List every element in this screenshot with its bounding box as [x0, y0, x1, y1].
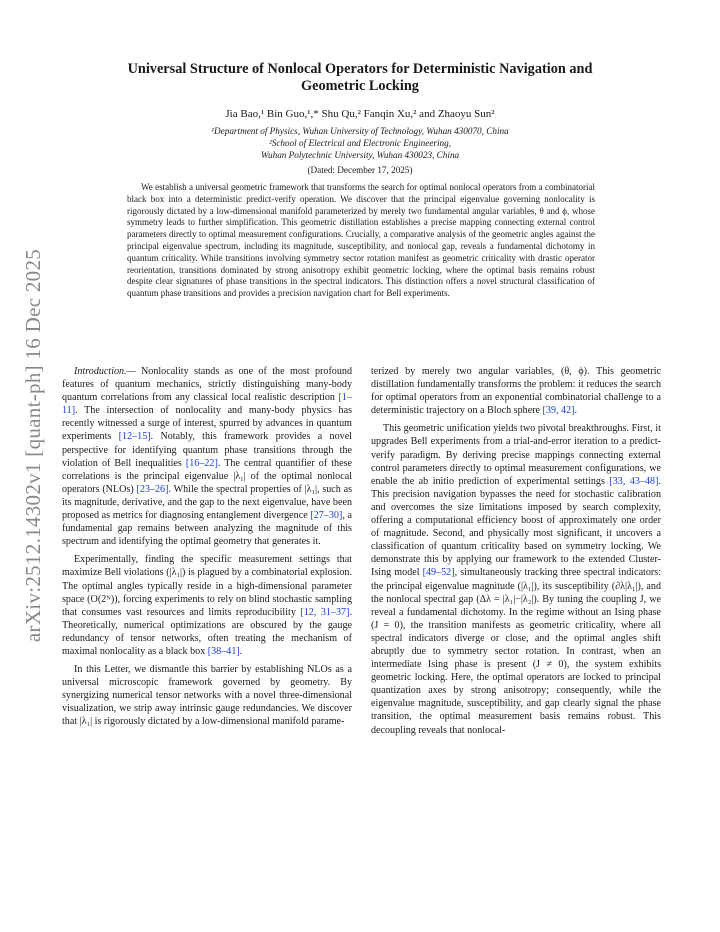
body-text: In this Letter, we dismantle this barrier by establishing NLOs as a universal microscopic framework governed by geometry. By synergizing numerical tensor networks with a novel three-dimensional visualization, we strip away intrinsic gauge redundancies. We discover that |λ₁| is rigorously dictated by a low-dimensional manifold parame-	[62, 664, 352, 728]
dated-line: (Dated: December 17, 2025)	[307, 165, 413, 175]
section-runin-introduction: Introduction.—	[74, 366, 136, 377]
affiliation-2: ²School of Electrical and Electronic Engineering,	[268, 138, 452, 148]
citation-link[interactable]: [27–30]	[310, 510, 343, 522]
citation-link[interactable]: [38–41]	[207, 645, 240, 657]
body-text: Experimentally, finding the specific measurement settings that maximize Bell violations (|λ₁|) is plagued by a combinatorial explosion. The optimal angles typically reside in a high-dimensional parameter space (O(2ᴺ)), forcing experiments to rely on blind stochastic sampling that consumes vast resources and limits reproducibility	[62, 554, 352, 618]
citation-link[interactable]: [33, 43–48]	[609, 475, 659, 487]
left-column	[62, 365, 352, 731]
citation-link[interactable]: [39, 42]	[542, 405, 575, 417]
citation-link[interactable]: [12, 31–37]	[300, 606, 350, 618]
body-text: terized by merely two angular variables, (θ, ϕ). This geometric distillation fundamentally transforms the problem: it reduces the search for optimal operators from an exponential combinatorial challenge to a deterministic trajectory on a Bloch sphere	[371, 366, 661, 417]
citation-link[interactable]: [16–22]	[185, 457, 218, 469]
body-text: . The intersection of nonlocality and many-body physics has recently witnessed a surge of interest, spurred by advances in quantum experiments	[62, 405, 352, 443]
arxiv-identifier-text[interactable]: arXiv:2512.14302v1 [quant-ph] 16 Dec 2025	[21, 248, 46, 642]
body-text: .	[574, 405, 578, 417]
citation-link[interactable]: [12–15]	[118, 431, 151, 443]
body-text: , a fundamental gap remains between analyzing the magnitude of this spectrum and identifying the optimal geometry that generates it.	[62, 510, 352, 548]
body-text: . This precision navigation bypasses the need for stochastic calibration and overcomes the size limitations imposed by search complexity, offering a computational efficiency boost of approximately one order of magnitude. Second, and physically most significant, it uncovers a classification of quantum criticality based on symmetry locking. We demonstrate this by applying our framework to the extended Cluster-Ising model	[371, 475, 661, 579]
right-column	[371, 365, 661, 739]
affiliation-1: ¹Department of Physics, Wuhan University of Technology, Wuhan 430070, China	[211, 126, 509, 136]
body-text: , simultaneously tracking three spectral indicators: the principal eigenvalue magnitude (|λ₁|), its susceptibility (∂λ|λ₁|), and the nonlocal spectral gap (Δλ = |λ₁|−|λ₂|). By tuning the coupling J, we reveal a fundamental dichotomy. In the regime without an Ising phase (J = 0), the transition manifests as geometric criticality, where all spectral indicators diverge or close, and the optimal angles shift abruptly due to symmetry sector rotation. In contrast, when an intermediate Ising phase is present (J ≠ 0), the system exhibits geometric locking. Here, the optimal operators are locked to principal quantization axes by strong anisotropy; consequently, while the eigenvalue magnitude, susceptibility, and gap clearly signal the phase transition, the optimal measurement basis remains robust. This decoupling reveals that nonlocal-	[371, 567, 661, 736]
intro-paragraph-3	[62, 663, 352, 728]
author-list: Jia Bao,¹ Bin Guo,¹,* Shu Qu,² Fanqin Xu,² and Zhaoyu Sun²	[225, 108, 495, 120]
citation-link[interactable]: [23–26]	[136, 483, 169, 495]
body-text: . While the spectral properties of |λ₁|, such as its magnitude, derivative, and the gap to the next eigenvalue, have been proposed as metrics for diagnosing entanglement divergence	[62, 483, 352, 522]
arxiv-identifier	[16, 210, 52, 680]
body-text: Nonlocality stands as one of the most profound features of quantum mechanics, strictly distinguishing many-body quantum correlations from any classical local realistic description	[62, 366, 352, 404]
affiliation-3: Wuhan Polytechnic University, Wuhan 430023, China	[260, 150, 460, 160]
body-text: . Notably, this framework provides a novel perspective for identifying quantum phase transitions through the violation of Bell inequalities	[62, 431, 352, 469]
body-text: This geometric unification yields two pivotal breakthroughs. First, it upgrades Bell experiments from a trial-and-error iteration to a predict-verify paradigm. By deriving precise mappings connecting external control parameters directly to optimal measurement configurations, we enable the ab initio prediction of experimental settings	[371, 423, 661, 487]
title-line-2: Geometric Locking	[301, 78, 419, 94]
paper-title	[80, 61, 640, 95]
intro-paragraph-1	[62, 365, 352, 548]
body-text: . Theoretically, numerical optimizations are obscured by the gauge redundancy of tensor networks, often treating the mechanism of maximal nonlocality as a black box	[62, 606, 352, 657]
abstract: We establish a universal geometric framework that transforms the search for optimal nonlocal operators from a combinatorial black box into a deterministic predict-verify operation. We discover that the principal eigenvalue governing nonlocality is rigorously dictated by a low-dimensional manifold parameterized by merely two fundamental angular variables, θ and ϕ, whose symmetry leads to further simplification. This geometric distillation establishes a precise mapping connecting external control parameters directly to optimal measurement configurations. Crucially, a comparative analysis of the geometric angles against the principal eigenvalue spectrum, including its magnitude, susceptibility, and nonlocal gap, reveals a fundamental dichotomy in quantum criticality. While transitions involving symmetry sector rotation manifest as geometric criticality with drastic operator reorientation, transitions dominated by strong anisotropy exhibit geometric locking, where the optimal basis remains robust despite clear signatures of phase transitions in the spectral indicators. This distinction offers a novel structural classification of quantum phase transitions and provides a precision navigation chart for Bell experiments.	[127, 182, 595, 299]
body-text: .	[239, 645, 243, 657]
body-text: . The central quantifier of these correlations is the principal eigenvalue |λ₁| of the optimal nonlocal operators (NLOs)	[62, 457, 352, 495]
intro-paragraph-2	[62, 553, 352, 658]
title-line-1: Universal Structure of Nonlocal Operators for Deterministic Navigation and	[127, 61, 593, 77]
intro-paragraph-4	[371, 422, 661, 736]
intro-paragraph-3-continued	[371, 365, 661, 417]
citation-link[interactable]: [1–11]	[62, 392, 352, 417]
citation-link[interactable]: [49–52]	[422, 567, 455, 579]
